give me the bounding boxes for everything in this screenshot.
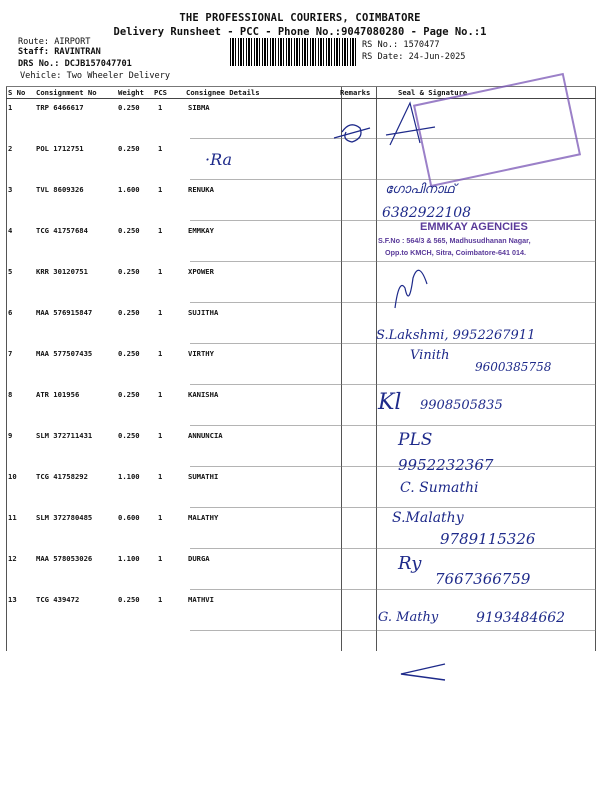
- row-consignee: XPOWER: [188, 267, 214, 276]
- row-weight: 0.250: [118, 308, 140, 317]
- stamp-address-line1: S.F.No : 564/3 & 565, Madhusudhanan Nagar,: [378, 236, 531, 245]
- rs-number: RS No.: 1570477: [362, 40, 440, 50]
- company-title: THE PROFESSIONAL COURIERS, COIMBATORE: [179, 12, 421, 24]
- row6-signature: S.Lakshmi, 9952267911: [376, 328, 536, 343]
- row-pcs: 1: [158, 185, 163, 194]
- row13-phone: 9193484662: [476, 610, 566, 626]
- row-sno: 3: [8, 185, 13, 194]
- row-sno: 6: [8, 308, 13, 317]
- row-consignee: MALATHY: [188, 513, 219, 522]
- row-consignment-no: MAA 576915847: [36, 308, 93, 317]
- table-row: [6, 385, 596, 426]
- drs-line: [18, 59, 132, 69]
- table-row: [6, 467, 596, 508]
- row-sno: 7: [8, 349, 13, 358]
- row-consignment-no: KRR 30120751: [36, 267, 88, 276]
- row10-signature: C. Sumathi: [400, 480, 479, 496]
- row-sno: 2: [8, 144, 13, 153]
- row8-phone: 9908505835: [420, 398, 503, 413]
- row13-signature: G. Mathy: [378, 610, 439, 625]
- row-sno: 13: [8, 595, 17, 604]
- row-consignment-no: SLM 372780485: [36, 513, 93, 522]
- staff-label: Staff:: [18, 47, 50, 57]
- row-consignee: KANISHA: [188, 390, 219, 399]
- row-consignment-no: POL 1712751: [36, 144, 84, 153]
- drs-value: DCJB157047701: [64, 59, 132, 69]
- table-row: [6, 262, 596, 303]
- row-consignment-no: TCG 41758292: [36, 472, 88, 481]
- bottom-signature-mark-icon: [395, 660, 455, 685]
- row-consignment-no: SLM 372711431: [36, 431, 93, 440]
- row-pcs: 1: [158, 103, 163, 112]
- col-sno-header: S No: [8, 88, 26, 97]
- row-consignee: DURGA: [188, 554, 210, 563]
- row12-signature: Ry: [398, 553, 422, 574]
- row12-phone: 7667366759: [435, 570, 531, 588]
- row11-signature: S.Malathy: [392, 510, 464, 526]
- staff-value: RAVINTRAN: [54, 47, 101, 57]
- row-weight: 0.250: [118, 431, 140, 440]
- stamp-company-name: EMMKAY AGENCIES: [420, 221, 528, 233]
- runsheet-subtitle: Delivery Runsheet - PCC - Phone No.:9047080280 - Page No.:1: [113, 26, 487, 38]
- row-weight: 1.600: [118, 185, 140, 194]
- row11-phone: 9789115326: [440, 530, 536, 548]
- row2-handwritten-note: ·Ra: [205, 150, 233, 169]
- row-consignment-no: TCG 439472: [36, 595, 80, 604]
- row-divider: [190, 630, 596, 631]
- table-row: [6, 180, 596, 221]
- route-label: Route: AIRPORT: [18, 37, 91, 47]
- row-consignment-no: MAA 578053026: [36, 554, 93, 563]
- row-sno: 8: [8, 390, 13, 399]
- row-sno: 11: [8, 513, 17, 522]
- row-weight: 1.100: [118, 472, 140, 481]
- row-pcs: 1: [158, 308, 163, 317]
- row8-signature: Kl: [378, 390, 402, 415]
- row-weight: 0.250: [118, 144, 140, 153]
- row-consignment-no: TCG 41757684: [36, 226, 88, 235]
- row-consignee: SUMATHI: [188, 472, 219, 481]
- barcode-image: [230, 38, 356, 66]
- row-weight: 0.250: [118, 349, 140, 358]
- col-remarks-header: Remarks: [340, 88, 371, 97]
- col-seal-header: Seal & Signature: [398, 88, 468, 97]
- row-pcs: 1: [158, 595, 163, 604]
- stamp-address-line2: Opp.to KMCH, Sitra, Coimbatore-641 014.: [385, 248, 526, 257]
- row5-signature-icon: [385, 268, 445, 313]
- row-consignment-no: ATR 101956: [36, 390, 80, 399]
- row-consignment-no: TVL 8609326: [36, 185, 84, 194]
- row-pcs: 1: [158, 431, 163, 440]
- row-weight: 0.250: [118, 390, 140, 399]
- col-weight-header: Weight: [118, 88, 144, 97]
- row7-phone: 9600385758: [475, 360, 552, 374]
- row-consignee: SIBMA: [188, 103, 210, 112]
- row-weight: 0.250: [118, 103, 140, 112]
- row-weight: 0.250: [118, 226, 140, 235]
- row-pcs: 1: [158, 349, 163, 358]
- row-consignee: VIRTHY: [188, 349, 214, 358]
- rs-date: RS Date: 24-Jun-2025: [362, 52, 466, 62]
- row-weight: 0.250: [118, 267, 140, 276]
- row3-signature: ഗോപിനാഥ്: [385, 182, 455, 197]
- row-consignee: ANNUNCIA: [188, 431, 223, 440]
- row9-signature: PLS: [398, 430, 433, 450]
- row-weight: 0.600: [118, 513, 140, 522]
- row-weight: 0.250: [118, 595, 140, 604]
- col-consignment-header: Consignment No: [36, 88, 97, 97]
- row-pcs: 1: [158, 513, 163, 522]
- row-consignment-no: MAA 577507435: [36, 349, 93, 358]
- row-consignment-no: TRP 6466617: [36, 103, 84, 112]
- row-sno: 12: [8, 554, 17, 563]
- row-sno: 1: [8, 103, 13, 112]
- row-pcs: 1: [158, 554, 163, 563]
- row3-phone: 6382922108: [382, 205, 472, 221]
- row-sno: 9: [8, 431, 13, 440]
- col-pcs-header: PCS: [154, 88, 167, 97]
- row-pcs: 1: [158, 390, 163, 399]
- row-pcs: 1: [158, 226, 163, 235]
- drs-label: DRS No.:: [18, 59, 60, 69]
- staff-line: [18, 47, 101, 57]
- row9-phone: 9952232367: [398, 456, 494, 474]
- row7-signature: Vinith: [410, 348, 450, 363]
- row-pcs: 1: [158, 267, 163, 276]
- vehicle-label: Vehicle: Two Wheeler Delivery: [20, 71, 171, 81]
- table-row: [6, 426, 596, 467]
- row-consignee: SUJITHA: [188, 308, 219, 317]
- row-pcs: 1: [158, 472, 163, 481]
- row-sno: 5: [8, 267, 13, 276]
- row-consignee: RENUKA: [188, 185, 214, 194]
- row-consignee: EMMKAY: [188, 226, 214, 235]
- row-sno: 4: [8, 226, 13, 235]
- remarks-scribble-icon: [330, 112, 375, 152]
- row-pcs: 1: [158, 144, 163, 153]
- col-consignee-header: Consignee Details: [186, 88, 260, 97]
- row-weight: 1.100: [118, 554, 140, 563]
- row-consignee: MATHVI: [188, 595, 214, 604]
- row-sno: 10: [8, 472, 17, 481]
